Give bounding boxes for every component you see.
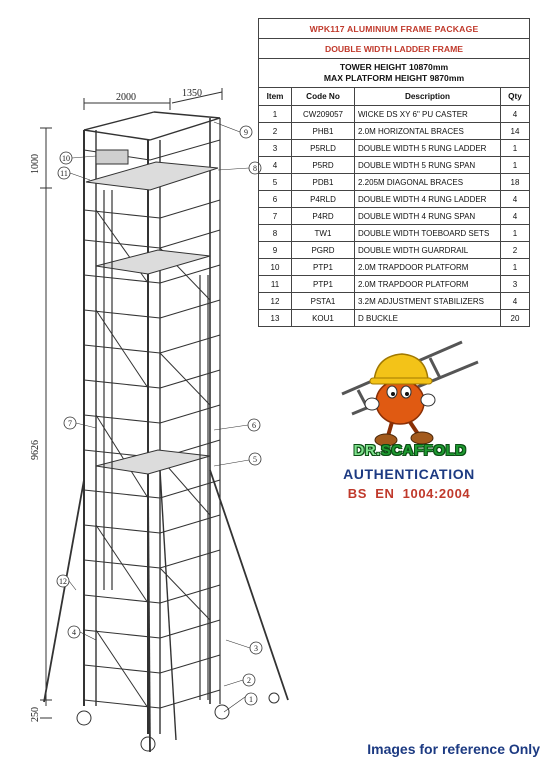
callout-4: 4 — [72, 628, 76, 637]
row-item: 9 — [259, 242, 292, 259]
table-row — [259, 208, 530, 225]
row-description: WICKE DS XY 6" PU CASTER — [355, 106, 501, 123]
table-row — [259, 123, 530, 140]
row-item: 1 — [259, 106, 292, 123]
row-qty: 4 — [501, 191, 530, 208]
row-item: 8 — [259, 225, 292, 242]
table-subtitle: DOUBLE WIDTH LADDER FRAME — [259, 39, 530, 59]
row-description: D BUCKLE — [355, 310, 501, 327]
row-item: 13 — [259, 310, 292, 327]
row-item: 7 — [259, 208, 292, 225]
row-qty: 3 — [501, 276, 530, 293]
callout-2: 2 — [247, 676, 251, 685]
row-description: DOUBLE WIDTH 5 RUNG SPAN — [355, 157, 501, 174]
brand-suffix: SCAFFOLD — [380, 442, 467, 459]
row-code: PDB1 — [292, 174, 355, 191]
table-row — [259, 242, 530, 259]
callout-12: 12 — [59, 577, 67, 586]
table-row — [259, 225, 530, 242]
platform-height: MAX PLATFORM HEIGHT 9870mm — [323, 73, 465, 83]
dim-base-label: 250 — [30, 707, 41, 722]
row-description: DOUBLE WIDTH GUARDRAIL — [355, 242, 501, 259]
row-qty: 2 — [501, 242, 530, 259]
header-code: Code No — [292, 88, 355, 106]
dim-depth-label: 1350 — [182, 88, 202, 99]
row-code: CW209057 — [292, 106, 355, 123]
brand-name — [330, 442, 490, 459]
callout-9: 9 — [244, 128, 248, 137]
row-item: 2 — [259, 123, 292, 140]
dr-scaffold-mascot-logo — [330, 336, 490, 456]
row-item: 10 — [259, 259, 292, 276]
callout-11: 11 — [60, 169, 68, 178]
row-qty: 4 — [501, 293, 530, 310]
row-description: 2.205M DIAGONAL BRACES — [355, 174, 501, 191]
row-code: P4RD — [292, 208, 355, 225]
table-row — [259, 310, 530, 327]
row-description: 2.0M TRAPDOOR PLATFORM — [355, 259, 501, 276]
standard-label: BS EN 1004:2004 — [347, 486, 471, 501]
row-description: DOUBLE WIDTH 4 RUNG SPAN — [355, 208, 501, 225]
table-row — [259, 157, 530, 174]
tower-height: TOWER HEIGHT 10870mm — [339, 62, 449, 72]
row-item: 5 — [259, 174, 292, 191]
table-row — [259, 140, 530, 157]
row-code: TW1 — [292, 225, 355, 242]
table-header-row — [259, 88, 530, 106]
brand-prefix: DR. — [353, 442, 381, 459]
row-item: 12 — [259, 293, 292, 310]
row-qty: 1 — [501, 259, 530, 276]
dim-top-label: 1000 — [30, 154, 41, 174]
row-description: DOUBLE WIDTH TOEBOARD SETS — [355, 225, 501, 242]
table-row — [259, 259, 530, 276]
row-qty: 18 — [501, 174, 530, 191]
callout-8: 8 — [253, 164, 257, 173]
table-row — [259, 293, 530, 310]
row-code: PTP1 — [292, 259, 355, 276]
row-description: 2.0M TRAPDOOR PLATFORM — [355, 276, 501, 293]
row-description: DOUBLE WIDTH 4 RUNG LADDER — [355, 191, 501, 208]
row-code: P4RLD — [292, 191, 355, 208]
row-description: 3.2M ADJUSTMENT STABILIZERS — [355, 293, 501, 310]
authentication-label: AUTHENTICATION — [343, 466, 475, 482]
row-description: DOUBLE WIDTH 5 RUNG LADDER — [355, 140, 501, 157]
table-title: WPK117 ALUMINIUM FRAME PACKAGE — [259, 19, 530, 39]
callout-7: 7 — [68, 419, 72, 428]
callout-5: 5 — [253, 455, 257, 464]
row-item: 11 — [259, 276, 292, 293]
table-row — [259, 174, 530, 191]
callout-3: 3 — [254, 644, 258, 653]
header-qty: Qty — [501, 88, 530, 106]
row-code: PGRD — [292, 242, 355, 259]
row-code: PSTA1 — [292, 293, 355, 310]
row-description: 2.0M HORIZONTAL BRACES — [355, 123, 501, 140]
row-qty: 1 — [501, 225, 530, 242]
row-code: P5RLD — [292, 140, 355, 157]
callout-6: 6 — [252, 421, 256, 430]
row-qty: 4 — [501, 208, 530, 225]
row-qty: 1 — [501, 157, 530, 174]
table-row — [259, 106, 530, 123]
row-code: P5RD — [292, 157, 355, 174]
reference-disclaimer: Images for reference Only — [367, 741, 540, 757]
callout-1: 1 — [249, 695, 253, 704]
row-qty: 20 — [501, 310, 530, 327]
row-item: 6 — [259, 191, 292, 208]
dim-height-label: 9626 — [30, 440, 41, 460]
callout-10: 10 — [62, 154, 70, 163]
dim-width-label: 2000 — [116, 92, 136, 103]
row-qty: 14 — [501, 123, 530, 140]
table-row — [259, 191, 530, 208]
header-description: Description — [355, 88, 501, 106]
header-item: Item — [259, 88, 292, 106]
row-code: KOU1 — [292, 310, 355, 327]
table-row — [259, 276, 530, 293]
row-code: PHB1 — [292, 123, 355, 140]
row-code: PTP1 — [292, 276, 355, 293]
row-qty: 1 — [501, 140, 530, 157]
table-heights — [259, 59, 530, 88]
row-qty: 4 — [501, 106, 530, 123]
row-item: 3 — [259, 140, 292, 157]
parts-table — [258, 18, 530, 327]
row-item: 4 — [259, 157, 292, 174]
